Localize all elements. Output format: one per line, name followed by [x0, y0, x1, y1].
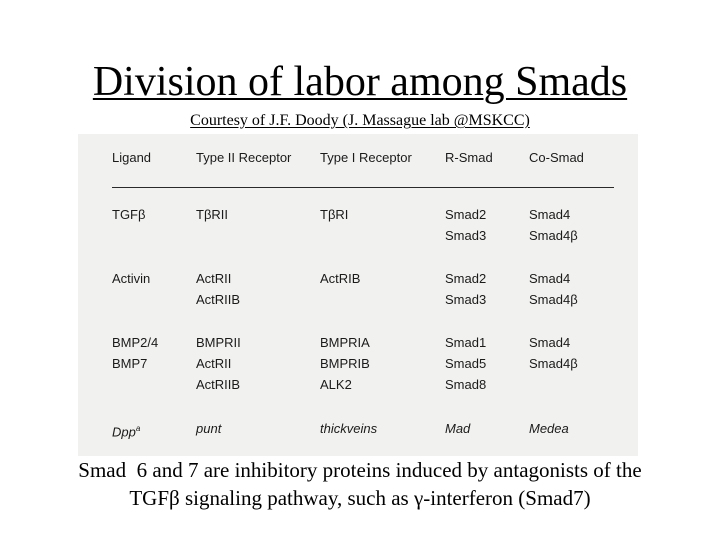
type1-receptor-cell: [320, 418, 377, 439]
ligand-dpp: Dpp: [112, 424, 136, 440]
cell-line: ActRIIB: [196, 292, 241, 307]
co-smad-cell: [529, 204, 578, 246]
cell-line: TβRI: [320, 207, 349, 222]
cell-line: Smad5: [445, 356, 487, 371]
type2-receptor-cell: [196, 418, 221, 439]
cell-line: Smad2: [445, 271, 487, 286]
cell-line: Activin: [112, 271, 151, 286]
cell-line: Smad4: [529, 207, 571, 222]
cell-line: thickveins: [320, 421, 378, 436]
r-smad-cell: [445, 268, 486, 310]
type2-receptor-cell: [196, 332, 241, 395]
cell-line: [112, 418, 140, 439]
header-type2-receptor: Type II Receptor: [196, 150, 292, 165]
type2-receptor-cell: [196, 268, 240, 310]
type1-receptor-cell: [320, 332, 370, 395]
cell-line: Smad3: [445, 292, 487, 307]
footnote-marker: a: [135, 424, 141, 433]
type1-receptor-cell: [320, 268, 360, 289]
cell-line: BMP7: [112, 356, 148, 371]
header-ligand: Ligand: [112, 150, 152, 165]
co-smad-cell: [529, 418, 569, 439]
ligand-cell: [112, 418, 140, 439]
cell-line: ActRII: [196, 271, 232, 286]
cell-line: BMPRIB: [320, 356, 370, 371]
r-smad-cell: [445, 332, 486, 395]
ligand-cell: [112, 332, 158, 374]
cell-line: Smad4β: [529, 292, 578, 307]
cell-line: ActRIIB: [196, 377, 241, 392]
cell-line: Smad4: [529, 335, 571, 350]
ligand-cell: [112, 204, 145, 225]
cell-line: TβRII: [196, 207, 229, 222]
cell-line: Mad: [445, 421, 471, 436]
cell-line: punt: [196, 421, 222, 436]
header-co-smad: Co-Smad: [529, 150, 584, 165]
co-smad-cell: [529, 268, 578, 310]
smad-table-scan: [78, 134, 638, 456]
cell-line: Smad4: [529, 271, 571, 286]
cell-line: TGFβ: [112, 207, 146, 222]
co-smad-cell: [529, 332, 578, 374]
type1-receptor-cell: [320, 204, 348, 225]
credit-line: Courtesy of J.F. Doody (J. Massague lab @MSKCC): [190, 112, 530, 129]
header-type1-receptor: Type I Receptor: [320, 150, 412, 165]
type2-receptor-cell: [196, 204, 228, 225]
slide-title: Division of labor among Smads: [92, 59, 628, 105]
cell-line: BMPRIA: [320, 335, 370, 350]
cell-line: Smad8: [445, 377, 487, 392]
cell-line: Smad4β: [529, 356, 578, 371]
cell-line: BMP2/4: [112, 335, 159, 350]
cell-line: Medea: [529, 421, 569, 436]
slide-caption: [0, 456, 720, 512]
cell-line: Smad3: [445, 228, 487, 243]
header-divider: [112, 187, 614, 188]
cell-line: BMPRII: [196, 335, 241, 350]
cell-line: Smad1: [445, 335, 487, 350]
ligand-cell: [112, 268, 150, 289]
r-smad-cell: [445, 418, 470, 439]
cell-line: ActRIB: [320, 271, 361, 286]
caption-line: TGFβ signaling pathway, such as γ-interferon (Smad7): [129, 486, 591, 510]
cell-line: ALK2: [320, 377, 352, 392]
caption-line: Smad 6 and 7 are inhibitory proteins induced by antagonists of the: [78, 458, 642, 482]
cell-line: ActRII: [196, 356, 232, 371]
r-smad-cell: [445, 204, 486, 246]
cell-line: Smad4β: [529, 228, 578, 243]
cell-line: Smad2: [445, 207, 487, 222]
header-r-smad: R-Smad: [445, 150, 493, 165]
